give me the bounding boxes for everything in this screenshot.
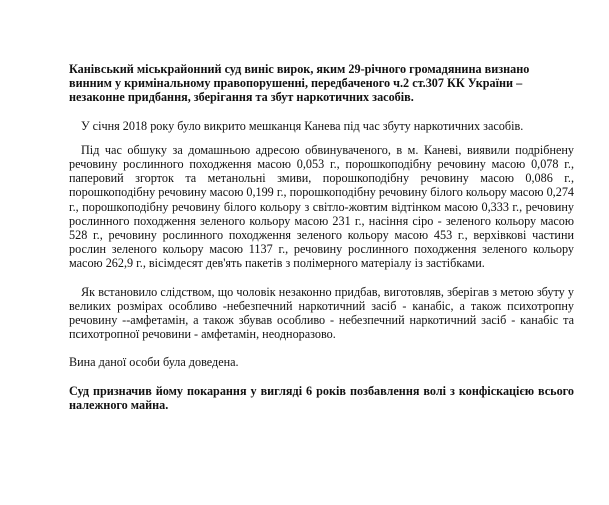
paragraph-guilt: Вина даної особи була доведена. xyxy=(69,355,239,370)
document-title: Канівський міськрайонний суд виніс вирок, яким 29-річного громадянина визнано винним у кримінальному правопорушенні, передбаченого ч.2 ст.307 КК України – незаконне придбання, зберігання та збут наркотичних засобів. xyxy=(69,62,530,105)
verdict-paragraph: Суд призначив йому покарання у вигляді 6 років позбавлення волі з конфіскацією всього належного майна. xyxy=(69,383,574,412)
paragraph-search: Під час обшуку за домашньою адресою обвинуваченого, в м. Каневі, виявили подрібнену речовину рослинного походження масою 0,053 г., порошкоподібну речовину масою 0,078 г., паперовий згорток та метанольні змиви, порошкоподібну речовину масою 0,086 г., порошкоподібну речовину масою 0,199 г., порошкоподібну речовину білого кольору масою 0,274 г., порошкоподібну речовину білого кольору з світло-жовтим відтінком масою 0,333 г., речовину рослинного походження зеленого кольору масою 231 г., насіння сіро - зеленого кольору масою 528 г., речовину рослинного походження зеленого кольору масою 453 г., верхівкові частини рослин зеленого кольору масою 1137 г., речовину рослинного походження зеленого кольору масою 262,9 г., вісімдесят дев'ять пакетів з полімерного матеріалу із застібками. xyxy=(69,142,575,271)
paragraph-investigation: Як встановило слідством, що чоловік незаконно придбав, виготовляв, зберігав з метою збуту у великих розмірах особливо -небезпечний наркотичний засіб - канабіс, а також психотропну речовину --амфетамін, а також збував особливо - небезпечний наркотичний засіб - канабіс та психотропної речовини - амфетамін, неодноразово. xyxy=(69,284,574,342)
paragraph-intro: У січня 2018 року було викрито мешканця Канева під час збуту наркотичних засобів. xyxy=(81,118,524,133)
document-page xyxy=(69,62,574,412)
